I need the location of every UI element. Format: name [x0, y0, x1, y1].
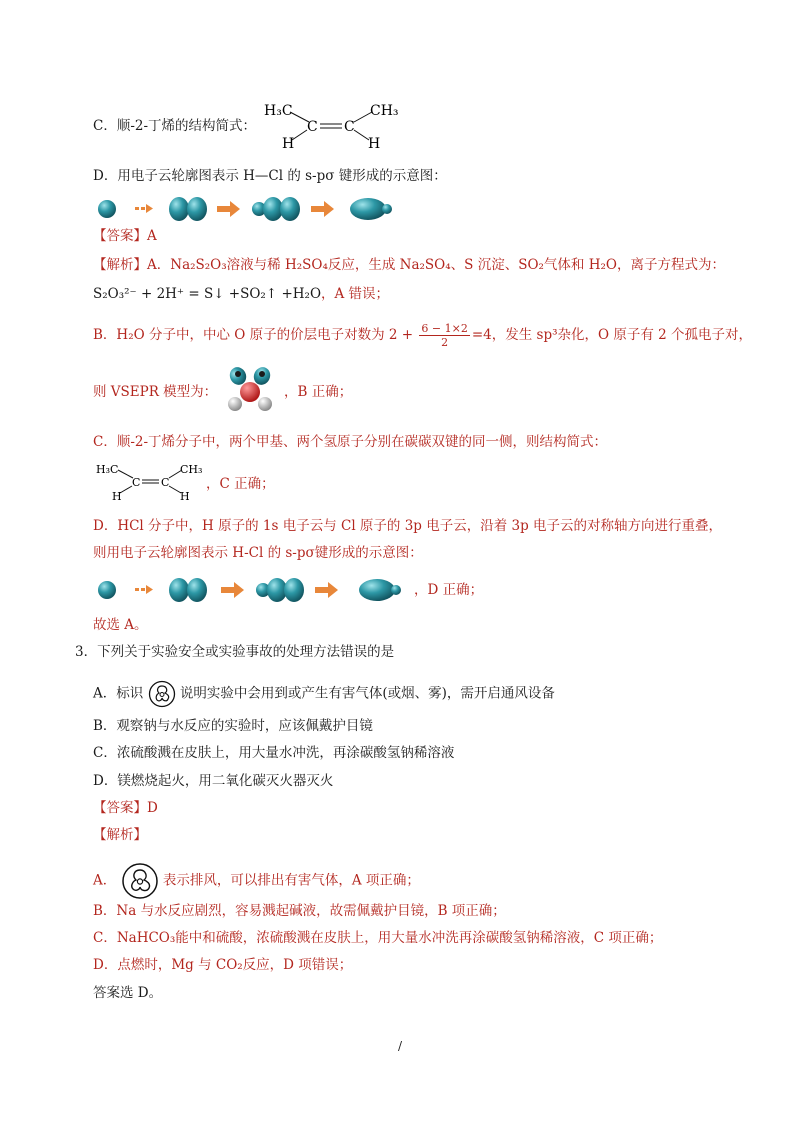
struct2-c1: C	[132, 476, 141, 489]
page-number: /	[398, 1039, 403, 1053]
option-d-line: D．用电子云轮廓图表示 H—Cl 的 s-pσ 键形成的示意图：	[93, 168, 447, 184]
analysis-a-conclusion: ，A 错误；	[321, 286, 390, 302]
vsepr-model-icon	[222, 364, 280, 416]
q3-explain-a-post: 表示排风，可以排出有害气体，A 项正确；	[162, 872, 420, 889]
overlap-orbital-icon-2	[256, 578, 304, 602]
q3-explain-a-pre: A．	[93, 872, 117, 889]
struct2-c2: C	[161, 476, 170, 489]
p-orbital-icon-2	[169, 578, 207, 602]
struct2-h-left: H	[112, 490, 122, 503]
analysis-c-line1: C．顺-2-丁烯分子中，两个甲基、两个氢原子分别在碳碳双键的同一侧，则结构简式：	[93, 434, 608, 450]
cis-2-butene-structure-top	[262, 98, 407, 154]
option-c-text: C．顺-2-丁烯的结构简式：	[93, 118, 257, 134]
analysis-c-conclusion: ，C 正确；	[206, 476, 275, 492]
analysis-b-text2: =4，发生 sp³杂化，O 原子有 2 个孤电子对，	[471, 327, 753, 343]
analysis-a-text: Na₂S₂O₃溶液与稀 H₂SO₄反应，生成 Na₂SO₄、S 沉淀、SO₂气体和 H₂O，离子方程式为：	[170, 257, 725, 273]
q3-option-a-post: 说明实验中会用到或产生有害气体(或烟、雾)，需开启通风设备	[179, 685, 555, 702]
ionic-equation: S₂O₃²⁻ + 2H⁺ = S↓ +SO₂↑ +H₂O	[93, 286, 322, 302]
q3-option-a	[93, 680, 555, 708]
analysis-b-line2	[93, 382, 217, 402]
analysis-b-text3: 则 VSEPR 模型为：	[93, 384, 218, 400]
q3-explain-d: D．点燃时，Mg 与 CO₂反应，D 项错误；	[93, 957, 353, 973]
q3-final-answer: 答案选 D。	[93, 985, 163, 1001]
struct2-h-right: H	[180, 490, 190, 503]
s-orbital-icon	[98, 200, 116, 218]
question-3-stem: 3．下列关于实验安全或实验事故的处理方法错误的是	[75, 644, 395, 660]
struct2-ch3: CH₃	[180, 463, 203, 476]
arrow-small-icon-2	[135, 585, 153, 594]
q3-option-d: D．镁燃烧起火，用二氧化碳灭火器灭火	[93, 773, 334, 789]
analysis-a-line1	[93, 255, 725, 275]
arrow-small-icon	[135, 204, 153, 213]
fraction-denominator: 2	[441, 336, 449, 349]
analysis-a-equation-line	[93, 284, 389, 304]
orbital-diagram-analysis	[93, 576, 413, 604]
arrow-icon-4	[315, 582, 338, 598]
q3-explain-a	[93, 862, 420, 900]
option-c-line	[93, 116, 256, 136]
struct-h-left: H	[282, 136, 295, 152]
sigma-bond-orbital-icon-2	[359, 579, 401, 601]
q3-answer: 【答案】D	[93, 800, 158, 816]
q3-explain-c: C．NaHCO₃能中和硫酸，浓硫酸溅在皮肤上，用大量水冲洗再涂碳酸氢钠稀溶液，C 项正确；	[93, 930, 663, 946]
struct-c1: C	[307, 119, 318, 135]
s-orbital-icon-2	[98, 581, 116, 599]
valence-pair-fraction	[419, 322, 469, 349]
p-orbital-icon	[169, 197, 207, 221]
cis-2-butene-structure-analysis	[96, 460, 208, 504]
analysis-b-text1: B．H₂O 分子中，中心 O 原子的价层电子对数为 2 +	[93, 327, 414, 343]
struct-ch3: CH₃	[370, 103, 399, 119]
struct2-h3c: H₃C	[96, 463, 119, 476]
answer-1: 【答案】A	[93, 228, 157, 244]
analysis-b-conclusion: ，B 正确；	[284, 384, 353, 400]
ventilation-icon-large	[121, 862, 159, 900]
q3-analysis-head: 【解析】	[93, 827, 147, 843]
analysis-d-line2: 则用电子云轮廓图表示 H-Cl 的 s-pσ键形成的示意图：	[93, 545, 423, 561]
overlap-orbital-icon	[252, 197, 300, 221]
arrow-icon-2	[311, 201, 334, 217]
q3-option-c: C．浓硫酸溅在皮肤上，用大量水冲洗，再涂碳酸氢钠稀溶液	[93, 745, 455, 761]
analysis-b-line1	[93, 322, 752, 349]
arrow-icon	[217, 201, 240, 217]
analysis-head: 【解析】	[93, 257, 147, 273]
q3-option-a-pre: A．标识	[93, 685, 144, 702]
ventilation-icon	[148, 680, 176, 708]
arrow-icon-3	[221, 582, 244, 598]
orbital-diagram-top	[93, 196, 393, 222]
analysis-a-label: A．	[147, 257, 171, 273]
sigma-bond-orbital-icon	[350, 198, 392, 220]
choose-answer-1: 故选 A。	[93, 617, 148, 633]
fraction-numerator: 6 − 1×2	[421, 322, 468, 335]
q3-option-b: B．观察钠与水反应的实验时，应该佩戴护目镜	[93, 718, 373, 734]
analysis-d-conclusion: ，D 正确；	[414, 582, 484, 598]
analysis-d-line1: D．HCl 分子中，H 原子的 1s 电子云与 Cl 原子的 3p 电子云，沿着 3p 电子云的对称轴方向进行重叠，	[93, 518, 723, 534]
struct-c2: C	[344, 119, 355, 135]
struct-h-right: H	[368, 136, 381, 152]
q3-explain-b: B．Na 与水反应剧烈，容易溅起碱液，故需佩戴护目镜，B 项正确；	[93, 903, 506, 919]
struct-h3c: H₃C	[264, 103, 293, 119]
